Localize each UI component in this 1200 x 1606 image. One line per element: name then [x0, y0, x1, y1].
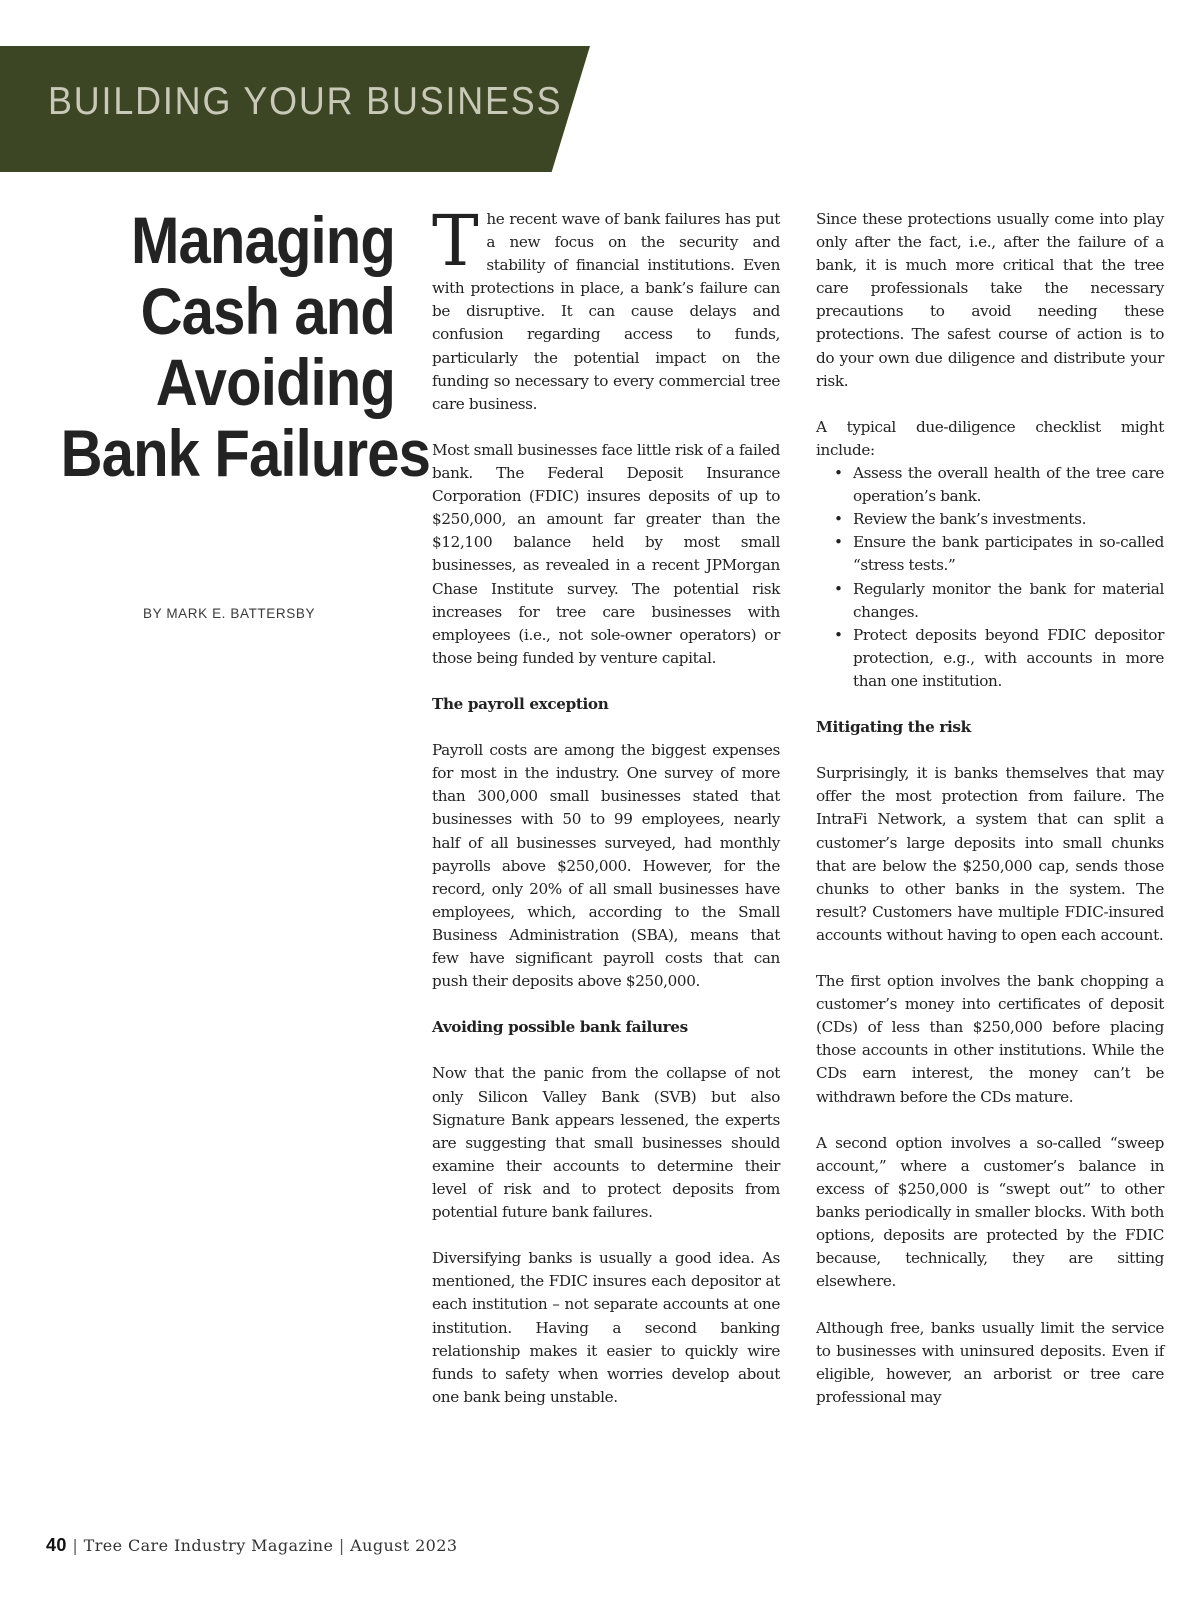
headline-line: Avoiding [155, 345, 395, 419]
paragraph: Most small businesses face little risk of a failed bank. The Federal Deposit Insurance Corporation (FDIC) insures deposits of up to $250,000, an amount far greater than the $12,100 balance held by most small businesses, as revealed in a recent JPMorgan Chase Institute survey. The potential risk increases for tree care businesses with employees (i.e., not sole-owner operators) or those being funded by venture capital. [432, 440, 780, 667]
checklist-item: • Review the bank’s investments. [853, 508, 1164, 531]
page-footer [46, 1535, 457, 1556]
footer-separator: | [338, 1536, 345, 1555]
drop-cap: T [432, 200, 479, 282]
paragraph: Although free, banks usually limit the service to businesses with uninsured deposits. Even if eligible, however, an arborist or tree care professional may [816, 1318, 1164, 1406]
paragraph: Now that the panic from the collapse of not only Silicon Valley Bank (SVB) but also Signature Bank appears lessened, the experts are suggesting that small businesses should examine their accounts to determine their level of risk and to protect deposits from potential future bank failures. [432, 1064, 780, 1222]
paragraph: Diversifying banks is usually a good idea. As mentioned, the FDIC insures each depositor at each institution – not separate accounts at one institution. Having a second banking relationship makes it easier to quickly wire funds to safety when worries develop about one bank being unstable. [432, 1249, 780, 1406]
article-column-2 [816, 208, 1164, 1432]
section-label: BUILDING YOUR BUSINESS [48, 80, 563, 123]
headline-line: Managing [131, 203, 395, 277]
paragraph: The recent wave of bank failures has put a new focus on the security and stability of financial institutions. Even with protections in place, a bank’s failure can be disruptive. It can cause delays and confusion regarding access to funds, particularly the potential impact on the funding so necessary to every commercial tree care business. [432, 200, 780, 413]
checklist-item: • Assess the overall health of the tree care operation’s bank. [853, 462, 1164, 508]
author-byline: BY MARK E. BATTERSBY [143, 606, 316, 621]
checklist [816, 462, 1164, 693]
paragraph: The first option involves the bank chopping a customer’s money into certificates of deposit (CDs) of less than $250,000 before placing those accounts in other institutions. While the CDs earn interest, the money can’t be withdrawn before the CDs mature. [816, 972, 1164, 1106]
article-column-1 [432, 200, 780, 1432]
issue-date: August 2023 [350, 1536, 458, 1555]
paragraph: Payroll costs are among the biggest expenses for most in the industry. One survey of more than 300,000 small businesses stated that businesses with 50 to 99 employees, nearly half of all businesses surveyed, had monthly payrolls above $250,000. However, for the record, only 20% of all small businesses have employees, which, according to the Small Business Administration (SBA), means that few have significant payroll costs that can push their deposits above $250,000. [432, 741, 780, 991]
headline-line: Bank Failures [60, 416, 431, 490]
paragraph: Since these protections usually come into play only after the fact, i.e., after the failure of a bank, it is much more critical that the tree care professionals take the necessary precautions to avoid needing these protections. The safest course of action is to do your own due diligence and distribute your risk. [816, 210, 1164, 390]
paragraph: A second option involves a so-called “sweep account,” where a customer’s balance in excess of $250,000 is “swept out” to other banks periodically in smaller blocks. With both options, deposits are protected by the FDIC because, technically, they are sitting elsewhere. [816, 1133, 1164, 1291]
subheading: The payroll exception [432, 694, 609, 713]
subheading: Avoiding possible bank failures [432, 1018, 688, 1037]
magazine-name: Tree Care Industry Magazine [83, 1536, 334, 1555]
article-headline [15, 203, 431, 490]
page-number: 40 [46, 1535, 67, 1555]
checklist-item: • Ensure the bank participates in so-called “stress tests.” [853, 531, 1164, 577]
subheading: Mitigating the risk [816, 718, 971, 737]
checklist-item: • Regularly monitor the bank for material changes. [853, 578, 1164, 624]
checklist-item: • Protect deposits beyond FDIC depositor protection, e.g., with accounts in more than one institution. [853, 624, 1164, 693]
headline-line: Cash and [140, 274, 395, 348]
paragraph: Surprisingly, it is banks themselves that may offer the most protection from failure. The IntraFi Network, a system that can split a customer’s large deposits into small chunks that are below the $250,000 cap, sends those chunks to other banks in the system. The result? Customers have multiple FDIC-insured accounts without having to open each account. [816, 764, 1164, 944]
footer-separator: | [72, 1536, 79, 1555]
paragraph: A typical due-diligence checklist might include: [816, 417, 1164, 459]
